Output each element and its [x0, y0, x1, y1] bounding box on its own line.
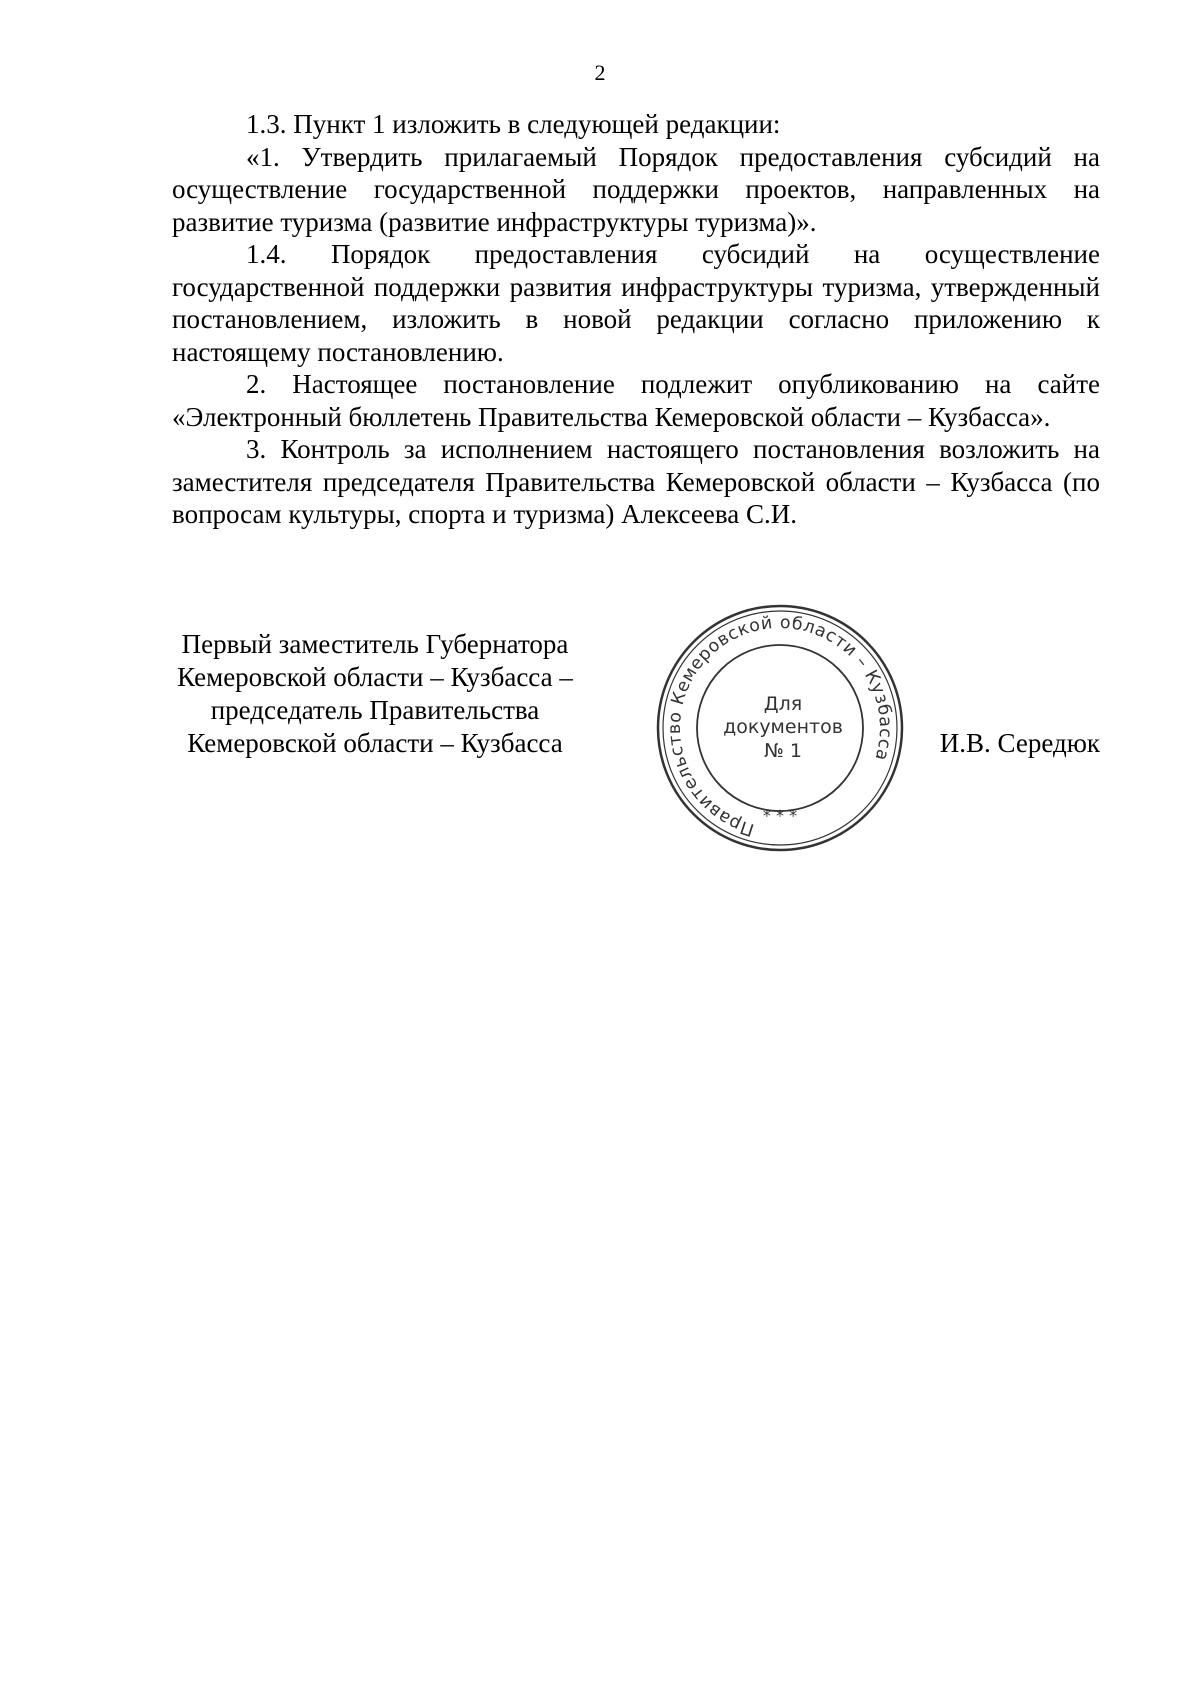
page-number: 2: [594, 60, 606, 85]
stamp-center-line-1: Для: [763, 693, 803, 715]
signer-position: [150, 628, 600, 760]
document-body: [172, 108, 1100, 531]
paragraph-1-4: 1.4. Порядок предоставления субсидий на осуществление государственной поддержки развития инфраструктуры туризма, утвержденный постановлением, изложить в новой редакции согласно приложению к настоящему постановлению.: [172, 239, 1100, 367]
stamp-ring-text: Правительство Кемеровской области – Кузбасса: [664, 612, 896, 840]
paragraph-2: 2. Настоящее постановление подлежит опубликованию на сайте «Электронный бюллетень Правительства Кемеровской области – Кузбасса».: [172, 369, 1100, 432]
signer-position-line: Первый заместитель Губернатора: [181, 629, 569, 659]
paragraph-3: 3. Контроль за исполнением настоящего постановления возложить на заместителя председателя Правительства Кемеровской области – Кузбасса (по вопросам культуры, спорта и туризма) Алексеева С.И.: [172, 434, 1100, 529]
signer-name: И.В. Середюк: [939, 728, 1100, 758]
stamp-center-line-2: документов: [723, 716, 843, 738]
signer-position-line: Кемеровской области – Кузбасса: [187, 728, 563, 758]
stamp-center-line-3: № 1: [764, 740, 802, 762]
signer-position-line: Кемеровской области – Кузбасса –: [177, 662, 573, 692]
signer-position-line: председатель Правительства: [210, 695, 540, 725]
official-stamp: [655, 603, 905, 853]
paragraph-quoted-item-1: «1. Утвердить прилагаемый Порядок предоставления субсидий на осуществление государственной поддержки проектов, направленных на развитие туризма (развитие инфраструктуры туризма)».: [172, 141, 1100, 237]
stamp-bottom-mark: * * *: [762, 806, 798, 825]
paragraph-1-3: 1.3. Пункт 1 изложить в следующей редакции:: [246, 109, 781, 139]
